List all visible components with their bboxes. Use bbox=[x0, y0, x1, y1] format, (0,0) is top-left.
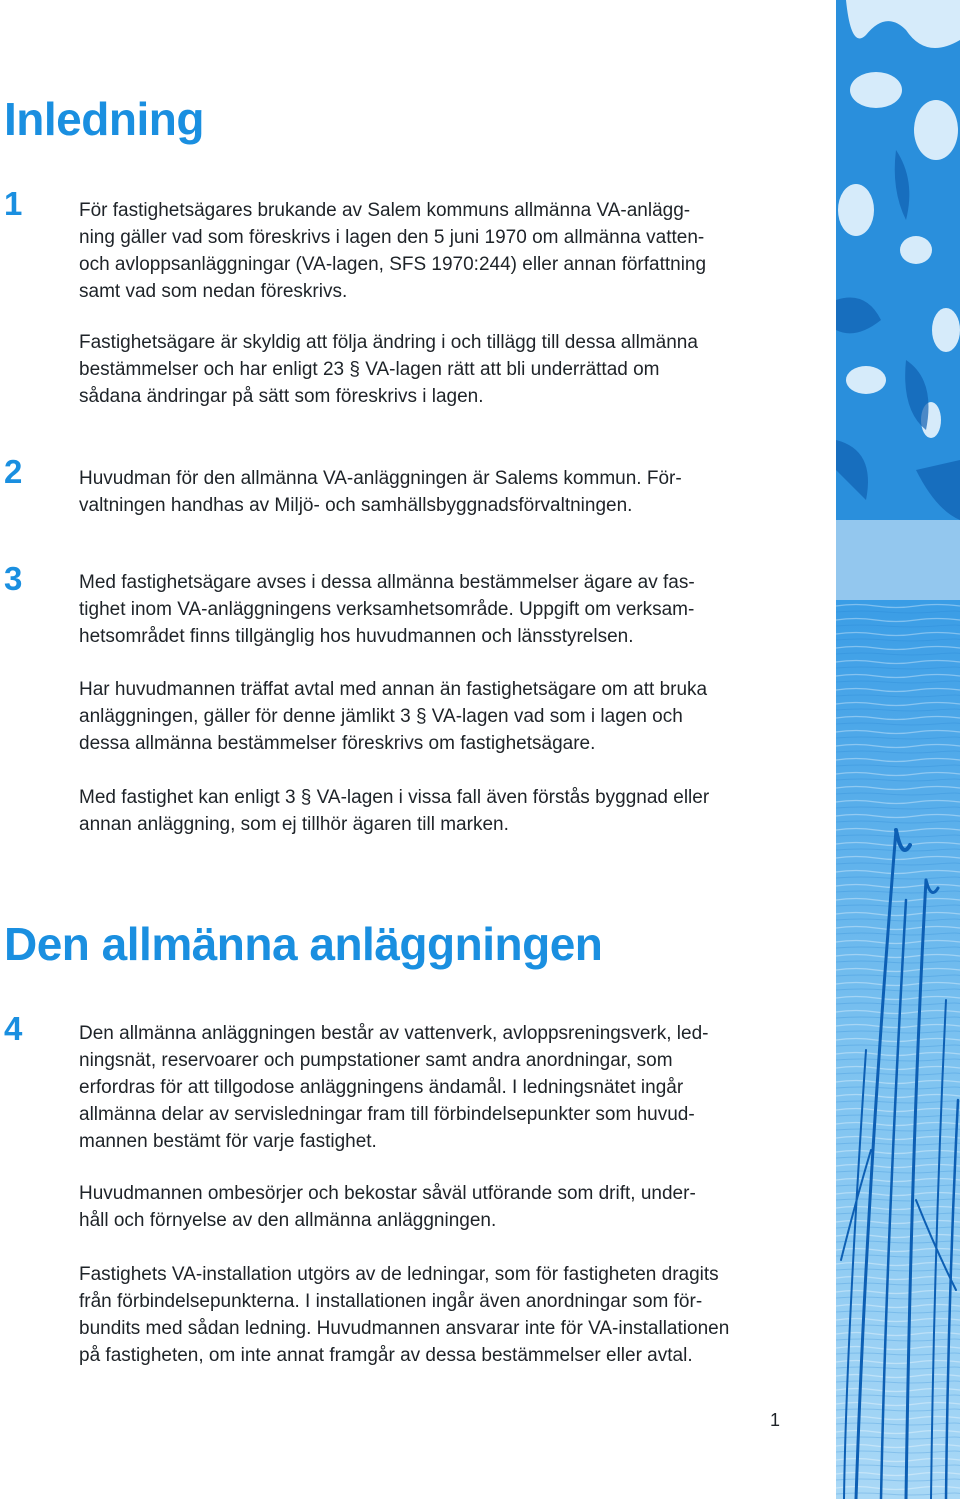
text-line: Fastighets VA-installation utgörs av de ledningar, som för fastigheten dragits bbox=[79, 1264, 719, 1285]
text-line: mannen bestämt för varje fastighet. bbox=[79, 1131, 377, 1152]
paragraph-4c bbox=[79, 1261, 799, 1369]
paragraph-3b bbox=[79, 676, 799, 757]
text-line: bestämmelser och har enligt 23 § VA-lagen rätt att bli underrättad om bbox=[79, 359, 660, 380]
text-line: anläggningen, gäller för denne jämlikt 3 § VA-lagen vad som i lagen och bbox=[79, 706, 683, 727]
text-line: erfordras för att tillgodose anläggningens ändamål. I ledningsnätet ingår bbox=[79, 1077, 684, 1098]
text-line: och avloppsanläggningar (VA-lagen, SFS 1970:244) eller annan författning bbox=[79, 254, 707, 275]
section-number-3: 3 bbox=[4, 560, 23, 597]
text-line: samt vad som nedan föreskrivs. bbox=[79, 281, 348, 302]
text-line: sådana ändringar på sätt som föreskrivs i lagen. bbox=[79, 386, 484, 407]
text-line: allmänna delar av servisledningar fram till förbindelsepunkter som huvud- bbox=[79, 1104, 695, 1125]
text-line: hetsområdet finns tillgänglig hos huvudmannen och länsstyrelsen. bbox=[79, 626, 634, 647]
decorative-photo-strip bbox=[836, 0, 960, 1499]
text-line: Fastighetsägare är skyldig att följa ändring i och tillägg till dessa allmänna bbox=[79, 332, 698, 353]
section-heading-inledning: Inledning bbox=[4, 93, 204, 145]
text-line: Med fastighet kan enligt 3 § VA-lagen i vissa fall även förstås byggnad eller bbox=[79, 787, 710, 808]
text-line: Har huvudmannen träffat avtal med annan än fastighetsägare om att bruka bbox=[79, 679, 708, 700]
text-line: valtningen handhas av Miljö- och samhällsbyggnadsförvaltningen. bbox=[79, 495, 633, 516]
text-line: på fastigheten, om inte annat framgår av dessa bestämmelser eller avtal. bbox=[79, 1345, 693, 1366]
text-line: bundits med sådan ledning. Huvudmannen ansvarar inte för VA-installationen bbox=[79, 1318, 730, 1339]
paragraph-4b bbox=[79, 1180, 799, 1234]
text-line: Huvudmannen ombesörjer och bekostar såväl utförande som drift, under- bbox=[79, 1183, 696, 1204]
section-number-2: 2 bbox=[4, 453, 23, 490]
text-line: håll och förnyelse av den allmänna anläggningen. bbox=[79, 1210, 497, 1231]
text-line: annan anläggning, som ej tillhör ägaren till marken. bbox=[79, 814, 509, 835]
text-line: ningsnät, reservoarer och pumpstationer samt andra anordningar, som bbox=[79, 1050, 673, 1071]
paragraph-3c bbox=[79, 784, 799, 838]
paragraph-3a bbox=[79, 569, 799, 650]
paragraph-4a bbox=[79, 1020, 799, 1155]
paragraph-2 bbox=[79, 465, 799, 519]
page-number: 1 bbox=[770, 1410, 781, 1430]
text-line: dessa allmänna bestämmelser föreskrivs om fastighetsägare. bbox=[79, 733, 596, 754]
text-line: För fastighetsägares brukande av Salem kommuns allmänna VA-anlägg- bbox=[79, 200, 691, 221]
text-line: ning gäller vad som föreskrivs i lagen den 5 juni 1970 om allmänna vatten- bbox=[79, 227, 705, 248]
paragraph-1b bbox=[79, 329, 799, 410]
text-line: Med fastighetsägare avses i dessa allmänna bestämmelser ägare av fas- bbox=[79, 572, 695, 593]
text-line: Huvudman för den allmänna VA-anläggningen är Salems kommun. För- bbox=[79, 468, 682, 489]
text-line: tighet inom VA-anläggningens verksamhetsområde. Uppgift om verksam- bbox=[79, 599, 695, 620]
text-line: Den allmänna anläggningen består av vattenverk, avloppsreningsverk, led- bbox=[79, 1023, 709, 1044]
text-line: från förbindelsepunkterna. I installationen ingår även anordningar som för- bbox=[79, 1291, 703, 1312]
section-number-4: 4 bbox=[4, 1010, 23, 1047]
lake-reeds-photo bbox=[836, 0, 960, 1499]
paragraph-1a bbox=[79, 197, 799, 305]
section-number-1: 1 bbox=[4, 185, 23, 222]
section-heading-den-allmanna-anlaggningen: Den allmänna anläggningen bbox=[4, 918, 603, 970]
